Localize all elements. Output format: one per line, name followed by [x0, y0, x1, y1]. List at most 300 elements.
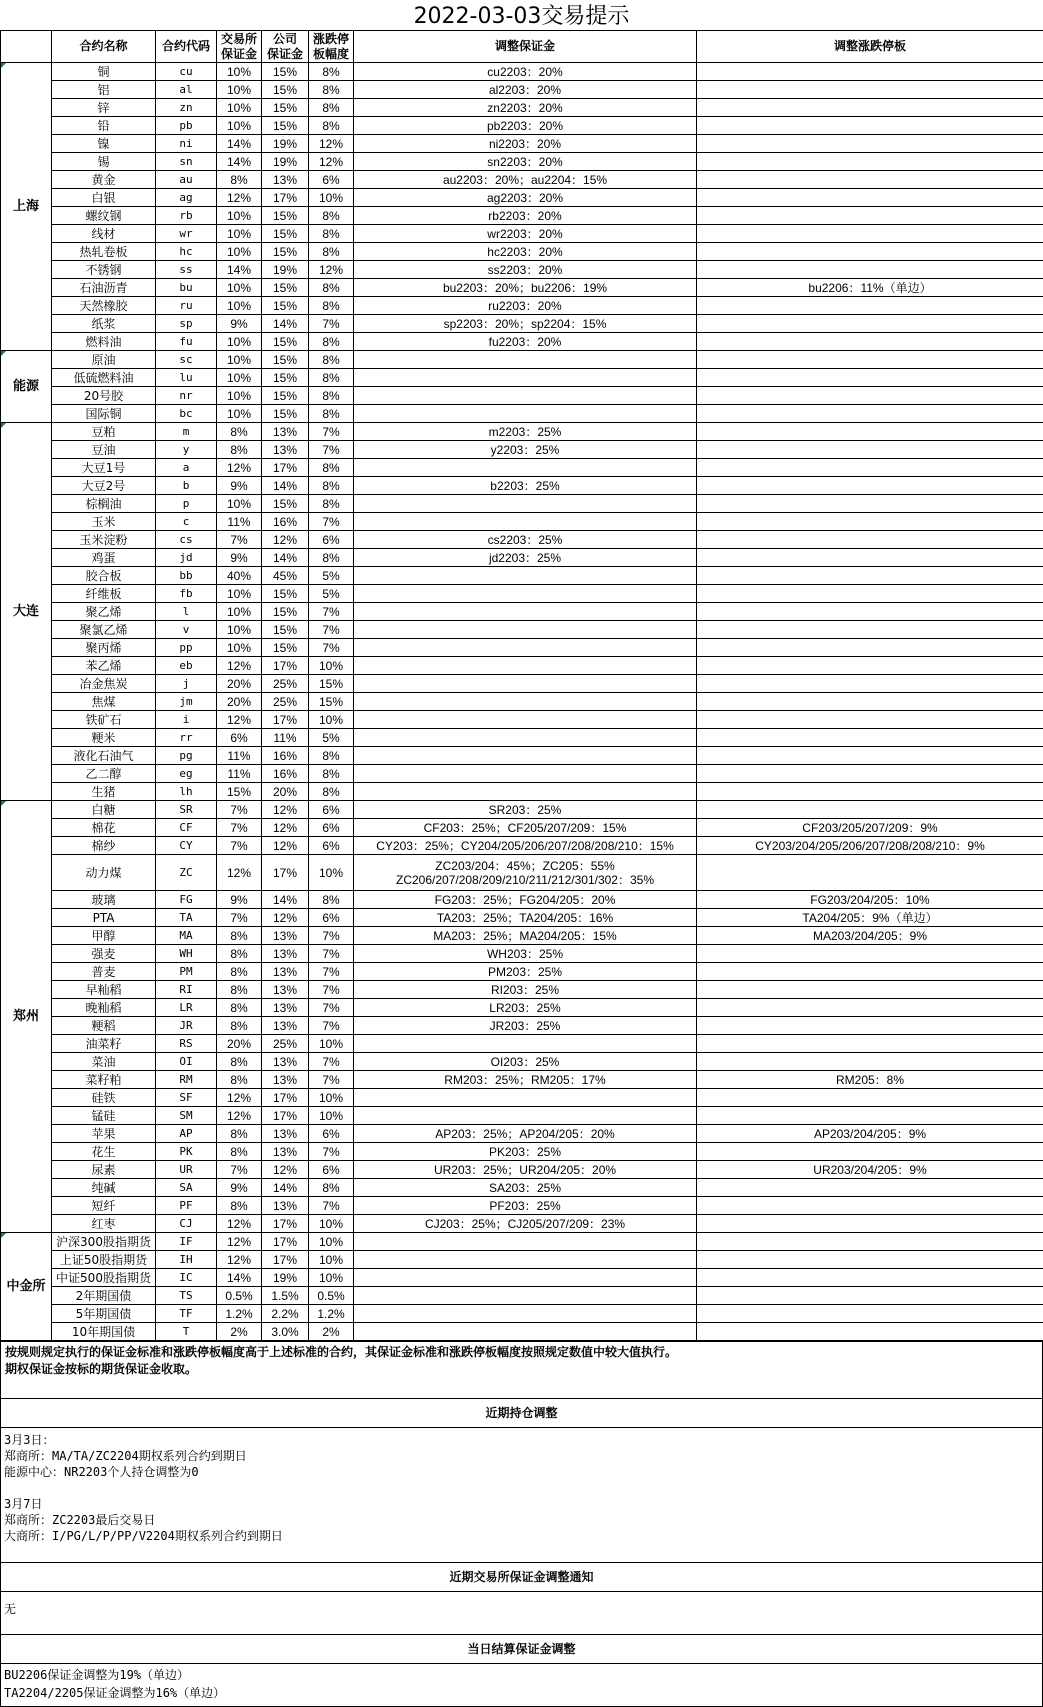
cell-limit: 1.2% [309, 1305, 354, 1323]
cell-contract-code: cs [156, 531, 217, 549]
cell-exchange-margin: 8% [217, 963, 262, 981]
cell-exchange-margin: 9% [217, 477, 262, 495]
section-title-settlement-margin: 当日结算保证金调整 [1, 1635, 1043, 1664]
cell-limit: 8% [309, 747, 354, 765]
cell-company-margin: 12% [262, 801, 309, 819]
cell-adjust-limit [697, 1287, 1043, 1305]
cell-contract-name: 铁矿石 [52, 711, 156, 729]
cell-limit: 7% [309, 1053, 354, 1071]
cell-adjust-limit [697, 207, 1043, 225]
table-row [1, 927, 1043, 945]
cell-adjust-margin: UR203：25%；UR204/205：20% [354, 1161, 697, 1179]
header-adjust-margin: 调整保证金 [354, 31, 697, 63]
cell-limit: 8% [309, 99, 354, 117]
cell-exchange-margin: 9% [217, 549, 262, 567]
cell-adjust-limit: UR203/204/205：9% [697, 1161, 1043, 1179]
cell-company-margin: 15% [262, 81, 309, 99]
cell-limit: 8% [309, 225, 354, 243]
cell-contract-code: SR [156, 801, 217, 819]
cell-exchange-margin: 8% [217, 927, 262, 945]
cell-adjust-margin: jd2203：25% [354, 549, 697, 567]
cell-contract-name: 大豆2号 [52, 477, 156, 495]
cell-adjust-limit [697, 1089, 1043, 1107]
cell-adjust-limit [697, 189, 1043, 207]
table-row [1, 459, 1043, 477]
cell-contract-code: p [156, 495, 217, 513]
cell-contract-code: T [156, 1323, 217, 1341]
cell-company-margin: 15% [262, 63, 309, 81]
header-group [1, 31, 52, 63]
cell-contract-name: 冶金焦炭 [52, 675, 156, 693]
cell-limit: 8% [309, 477, 354, 495]
cell-contract-name: 热轧卷板 [52, 243, 156, 261]
cell-contract-name: 粳稻 [52, 1017, 156, 1035]
cell-contract-name: 沪深300股指期货 [52, 1233, 156, 1251]
table-row [1, 171, 1043, 189]
cell-exchange-margin: 8% [217, 999, 262, 1017]
cell-exchange-margin: 12% [217, 189, 262, 207]
cell-contract-name: 菜油 [52, 1053, 156, 1071]
table-row [1, 117, 1043, 135]
cell-contract-code: jd [156, 549, 217, 567]
cell-adjust-margin: CF203：25%；CF205/207/209：15% [354, 819, 697, 837]
table-row [1, 1305, 1043, 1323]
cell-exchange-margin: 14% [217, 135, 262, 153]
cell-contract-code: b [156, 477, 217, 495]
cell-adjust-limit [697, 567, 1043, 585]
cell-contract-name: 纤维板 [52, 585, 156, 603]
cell-contract-name: 胶合板 [52, 567, 156, 585]
table-row [1, 1143, 1043, 1161]
cell-exchange-margin: 1.2% [217, 1305, 262, 1323]
table-row [1, 963, 1043, 981]
cell-adjust-limit [697, 243, 1043, 261]
cell-exchange-margin: 10% [217, 603, 262, 621]
cell-exchange-margin: 6% [217, 729, 262, 747]
cell-adjust-margin: sp2203：20%；sp2204：15% [354, 315, 697, 333]
cell-exchange-margin: 10% [217, 585, 262, 603]
cell-adjust-limit [697, 1143, 1043, 1161]
cell-exchange-margin: 20% [217, 1035, 262, 1053]
cell-adjust-margin [354, 495, 697, 513]
table-row [1, 783, 1043, 801]
cell-limit: 7% [309, 999, 354, 1017]
cell-adjust-margin [354, 603, 697, 621]
cell-contract-name: 玉米 [52, 513, 156, 531]
cell-company-margin: 19% [262, 1269, 309, 1287]
cell-adjust-limit: AP203/204/205：9% [697, 1125, 1043, 1143]
cell-contract-name: 10年期国债 [52, 1323, 156, 1341]
cell-contract-name: 锌 [52, 99, 156, 117]
cell-contract-name: 液化石油气 [52, 747, 156, 765]
cell-limit: 8% [309, 297, 354, 315]
cell-exchange-margin: 10% [217, 117, 262, 135]
cell-contract-name: 甲醇 [52, 927, 156, 945]
cell-company-margin: 14% [262, 549, 309, 567]
cell-limit: 8% [309, 765, 354, 783]
table-row [1, 549, 1043, 567]
cell-exchange-margin: 10% [217, 405, 262, 423]
cell-contract-name: 大豆1号 [52, 459, 156, 477]
cell-company-margin: 17% [262, 189, 309, 207]
cell-contract-name: PTA [52, 909, 156, 927]
cell-exchange-margin: 10% [217, 621, 262, 639]
cell-company-margin: 11% [262, 729, 309, 747]
cell-adjust-margin: b2203：25% [354, 477, 697, 495]
cell-contract-name: 豆粕 [52, 423, 156, 441]
cell-contract-name: 短纤 [52, 1197, 156, 1215]
table-row [1, 1251, 1043, 1269]
cell-contract-code: IH [156, 1251, 217, 1269]
cell-adjust-limit [697, 495, 1043, 513]
table-row [1, 63, 1043, 81]
cell-contract-code: bc [156, 405, 217, 423]
cell-adjust-limit [697, 621, 1043, 639]
cell-contract-code: ag [156, 189, 217, 207]
cell-adjust-margin: ni2203：20% [354, 135, 697, 153]
table-body [1, 63, 1043, 1341]
cell-adjust-limit [697, 963, 1043, 981]
cell-exchange-margin: 20% [217, 675, 262, 693]
cell-adjust-margin: zn2203：20% [354, 99, 697, 117]
table-row [1, 387, 1043, 405]
table-row [1, 891, 1043, 909]
table-row [1, 189, 1043, 207]
cell-adjust-limit: CY203/204/205/206/207/208/208/210：9% [697, 837, 1043, 855]
cell-contract-code: ru [156, 297, 217, 315]
cell-contract-name: 铜 [52, 63, 156, 81]
cell-contract-code: rb [156, 207, 217, 225]
cell-adjust-margin [354, 351, 697, 369]
cell-exchange-margin: 8% [217, 1017, 262, 1035]
cell-adjust-limit [697, 765, 1043, 783]
cell-company-margin: 17% [262, 1251, 309, 1269]
cell-contract-code: lh [156, 783, 217, 801]
cell-contract-name: 线材 [52, 225, 156, 243]
table-row [1, 135, 1043, 153]
table-row [1, 837, 1043, 855]
cell-company-margin: 13% [262, 1071, 309, 1089]
cell-contract-name: 苯乙烯 [52, 657, 156, 675]
cell-limit: 8% [309, 891, 354, 909]
cell-company-margin: 25% [262, 1035, 309, 1053]
cell-exchange-margin: 11% [217, 747, 262, 765]
cell-limit: 7% [309, 981, 354, 999]
cell-company-margin: 15% [262, 207, 309, 225]
cell-adjust-margin [354, 765, 697, 783]
cell-exchange-margin: 10% [217, 369, 262, 387]
cell-exchange-margin: 8% [217, 1125, 262, 1143]
cell-adjust-limit [697, 63, 1043, 81]
cell-adjust-limit: TA204/205：9%（单边） [697, 909, 1043, 927]
cell-contract-name: 玻璃 [52, 891, 156, 909]
cell-adjust-margin [354, 657, 697, 675]
cell-contract-code: IF [156, 1233, 217, 1251]
cell-adjust-limit [697, 1305, 1043, 1323]
cell-adjust-limit [697, 693, 1043, 711]
table-row [1, 801, 1043, 819]
table-row [1, 945, 1043, 963]
cell-limit: 7% [309, 963, 354, 981]
cell-company-margin: 13% [262, 441, 309, 459]
cell-contract-code: CJ [156, 1215, 217, 1233]
exchange-group-label: 郑州 [1, 801, 52, 1233]
cell-adjust-margin [354, 1287, 697, 1305]
cell-contract-code: ni [156, 135, 217, 153]
cell-company-margin: 15% [262, 603, 309, 621]
cell-adjust-limit [697, 297, 1043, 315]
cell-limit: 8% [309, 279, 354, 297]
cell-adjust-margin: PM203：25% [354, 963, 697, 981]
cell-contract-name: 强麦 [52, 945, 156, 963]
cell-adjust-limit [697, 117, 1043, 135]
cell-adjust-margin: y2203：25% [354, 441, 697, 459]
cell-adjust-margin [354, 675, 697, 693]
cell-limit: 8% [309, 549, 354, 567]
cell-contract-code: eg [156, 765, 217, 783]
cell-exchange-margin: 11% [217, 513, 262, 531]
cell-contract-code: wr [156, 225, 217, 243]
cell-adjust-margin [354, 1035, 697, 1053]
cell-exchange-margin: 12% [217, 657, 262, 675]
cell-limit: 8% [309, 495, 354, 513]
cell-contract-name: 聚丙烯 [52, 639, 156, 657]
cell-contract-code: SF [156, 1089, 217, 1107]
cell-company-margin: 14% [262, 315, 309, 333]
cell-adjust-limit [697, 225, 1043, 243]
cell-adjust-margin: ag2203：20% [354, 189, 697, 207]
cell-adjust-limit: CF203/205/207/209：9% [697, 819, 1043, 837]
cell-contract-name: 晚籼稻 [52, 999, 156, 1017]
cell-adjust-limit [697, 603, 1043, 621]
cell-company-margin: 17% [262, 459, 309, 477]
table-row [1, 495, 1043, 513]
cell-limit: 8% [309, 207, 354, 225]
cell-exchange-margin: 10% [217, 351, 262, 369]
cell-contract-code: FG [156, 891, 217, 909]
cell-exchange-margin: 7% [217, 801, 262, 819]
cell-adjust-limit [697, 549, 1043, 567]
table-row [1, 333, 1043, 351]
cell-limit: 7% [309, 513, 354, 531]
exchange-group-label: 上海 [1, 63, 52, 351]
cell-adjust-limit [697, 333, 1043, 351]
cell-exchange-margin: 9% [217, 315, 262, 333]
table-row [1, 1323, 1043, 1341]
cell-limit: 10% [309, 711, 354, 729]
cell-company-margin: 17% [262, 855, 309, 891]
cell-contract-code: jm [156, 693, 217, 711]
cell-adjust-limit [697, 441, 1043, 459]
cell-exchange-margin: 8% [217, 423, 262, 441]
cell-adjust-limit [697, 657, 1043, 675]
cell-adjust-limit [697, 1197, 1043, 1215]
cell-limit: 5% [309, 585, 354, 603]
cell-contract-code: au [156, 171, 217, 189]
cell-adjust-limit [697, 135, 1043, 153]
cell-exchange-margin: 10% [217, 639, 262, 657]
cell-contract-code: fb [156, 585, 217, 603]
cell-limit: 6% [309, 531, 354, 549]
cell-contract-name: 棕榈油 [52, 495, 156, 513]
cell-contract-code: LR [156, 999, 217, 1017]
cell-adjust-margin [354, 621, 697, 639]
table-row [1, 711, 1043, 729]
cell-company-margin: 13% [262, 1125, 309, 1143]
cell-adjust-margin [354, 1233, 697, 1251]
cell-contract-name: 螺纹钢 [52, 207, 156, 225]
cell-limit: 8% [309, 117, 354, 135]
header-contract-code: 合约代码 [156, 31, 217, 63]
cell-limit: 12% [309, 261, 354, 279]
cell-adjust-margin: AP203：25%；AP204/205：20% [354, 1125, 697, 1143]
cell-contract-name: 乙二醇 [52, 765, 156, 783]
cell-exchange-margin: 12% [217, 459, 262, 477]
cell-contract-code: ZC [156, 855, 217, 891]
cell-limit: 10% [309, 657, 354, 675]
cell-contract-code: TA [156, 909, 217, 927]
cell-exchange-margin: 15% [217, 783, 262, 801]
cell-limit: 8% [309, 405, 354, 423]
cell-adjust-limit [697, 1053, 1043, 1071]
table-row [1, 99, 1043, 117]
table-row [1, 585, 1043, 603]
cell-adjust-margin: RI203：25% [354, 981, 697, 999]
cell-contract-code: a [156, 459, 217, 477]
cell-company-margin: 16% [262, 513, 309, 531]
cell-adjust-margin [354, 639, 697, 657]
cell-exchange-margin: 7% [217, 1161, 262, 1179]
table-row [1, 747, 1043, 765]
cell-company-margin: 14% [262, 477, 309, 495]
table-row [1, 639, 1043, 657]
cell-company-margin: 15% [262, 405, 309, 423]
cell-company-margin: 19% [262, 153, 309, 171]
cell-adjust-margin [354, 1269, 697, 1287]
cell-contract-code: AP [156, 1125, 217, 1143]
cell-exchange-margin: 12% [217, 711, 262, 729]
cell-contract-name: 豆油 [52, 441, 156, 459]
cell-company-margin: 13% [262, 981, 309, 999]
cell-company-margin: 3.0% [262, 1323, 309, 1341]
cell-adjust-limit [697, 729, 1043, 747]
cell-adjust-margin: ss2203：20% [354, 261, 697, 279]
cell-adjust-limit [697, 1323, 1043, 1341]
cell-limit: 5% [309, 729, 354, 747]
table-row [1, 207, 1043, 225]
cell-exchange-margin: 7% [217, 819, 262, 837]
cell-adjust-margin: RM203：25%；RM205：17% [354, 1071, 697, 1089]
cell-contract-code: OI [156, 1053, 217, 1071]
cell-contract-name: 铝 [52, 81, 156, 99]
cell-limit: 6% [309, 801, 354, 819]
cell-company-margin: 17% [262, 711, 309, 729]
cell-contract-code: RS [156, 1035, 217, 1053]
cell-limit: 10% [309, 855, 354, 891]
cell-contract-code: m [156, 423, 217, 441]
cell-contract-name: 油菜籽 [52, 1035, 156, 1053]
cell-contract-code: WH [156, 945, 217, 963]
header-company-margin: 公司 保证金 [262, 31, 309, 63]
cell-contract-name: 中证500股指期货 [52, 1269, 156, 1287]
cell-limit: 0.5% [309, 1287, 354, 1305]
cell-limit: 7% [309, 621, 354, 639]
cell-limit: 6% [309, 1125, 354, 1143]
cell-exchange-margin: 20% [217, 693, 262, 711]
cell-limit: 7% [309, 945, 354, 963]
cell-exchange-margin: 10% [217, 99, 262, 117]
cell-exchange-margin: 12% [217, 1089, 262, 1107]
cell-exchange-margin: 14% [217, 153, 262, 171]
cell-adjust-margin [354, 729, 697, 747]
cell-adjust-limit [697, 981, 1043, 999]
cell-contract-code: fu [156, 333, 217, 351]
cell-exchange-margin: 2% [217, 1323, 262, 1341]
cell-exchange-margin: 8% [217, 981, 262, 999]
table-row [1, 279, 1043, 297]
cell-contract-code: CY [156, 837, 217, 855]
cell-exchange-margin: 14% [217, 1269, 262, 1287]
cell-contract-name: 生猪 [52, 783, 156, 801]
cell-limit: 8% [309, 243, 354, 261]
table-row [1, 1035, 1043, 1053]
margin-table [0, 30, 1043, 1341]
cell-adjust-margin: FG203：25%；FG204/205：20% [354, 891, 697, 909]
table-row [1, 855, 1043, 891]
section-body-exchange-margin: 无 [1, 1592, 1043, 1635]
cell-adjust-margin: m2203：25% [354, 423, 697, 441]
cell-contract-code: TF [156, 1305, 217, 1323]
cell-adjust-limit [697, 585, 1043, 603]
cell-company-margin: 15% [262, 387, 309, 405]
table-row [1, 261, 1043, 279]
cell-adjust-limit [697, 1233, 1043, 1251]
cell-contract-code: PK [156, 1143, 217, 1161]
cell-company-margin: 15% [262, 117, 309, 135]
cell-contract-code: hc [156, 243, 217, 261]
cell-adjust-margin [354, 693, 697, 711]
cell-adjust-limit [697, 1215, 1043, 1233]
cell-contract-name: 白糖 [52, 801, 156, 819]
cell-company-margin: 25% [262, 675, 309, 693]
cell-company-margin: 13% [262, 423, 309, 441]
cell-adjust-margin: SA203：25% [354, 1179, 697, 1197]
cell-adjust-margin [354, 459, 697, 477]
cell-contract-name: 早籼稻 [52, 981, 156, 999]
cell-adjust-margin: LR203：25% [354, 999, 697, 1017]
table-row [1, 441, 1043, 459]
cell-company-margin: 17% [262, 1107, 309, 1125]
cell-contract-code: PM [156, 963, 217, 981]
cell-contract-code: CF [156, 819, 217, 837]
cell-adjust-limit [697, 261, 1043, 279]
cell-adjust-limit [697, 153, 1043, 171]
cell-contract-code: eb [156, 657, 217, 675]
cell-exchange-margin: 10% [217, 495, 262, 513]
cell-adjust-margin: ru2203：20% [354, 297, 697, 315]
cell-limit: 10% [309, 1215, 354, 1233]
cell-contract-code: pb [156, 117, 217, 135]
cell-adjust-limit [697, 351, 1043, 369]
cell-limit: 6% [309, 837, 354, 855]
cell-adjust-margin: WH203：25% [354, 945, 697, 963]
table-row [1, 1125, 1043, 1143]
cell-company-margin: 12% [262, 837, 309, 855]
page-title: 2022-03-03交易提示 [0, 0, 1043, 30]
cell-adjust-margin [354, 711, 697, 729]
cell-limit: 8% [309, 459, 354, 477]
cell-adjust-limit [697, 945, 1043, 963]
